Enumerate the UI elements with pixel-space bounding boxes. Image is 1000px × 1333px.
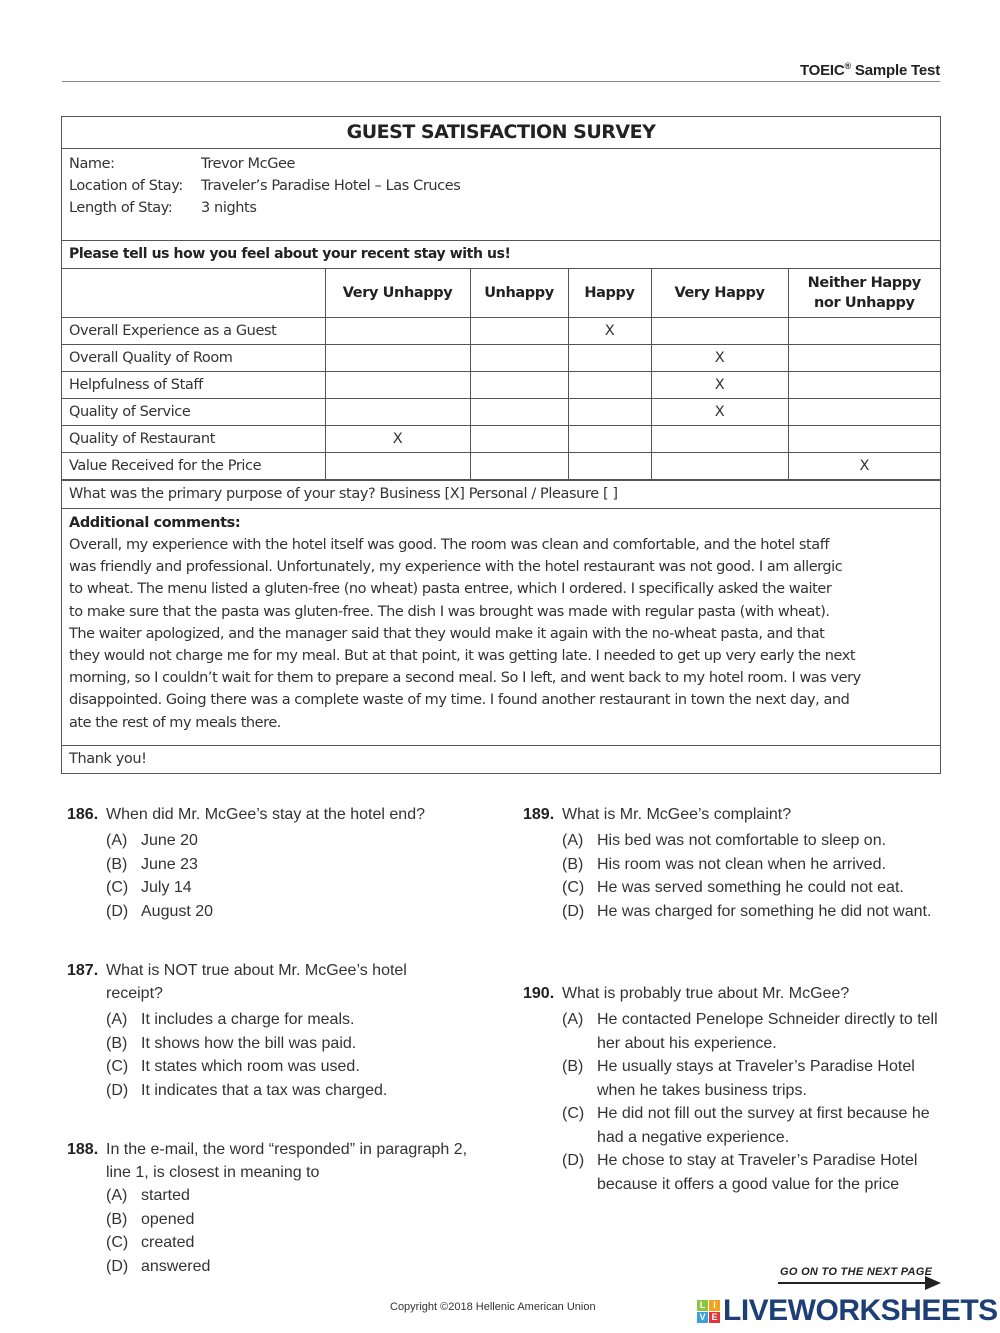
answer-options [106, 1008, 447, 1102]
option-letter: (C) [562, 1105, 585, 1122]
answer-option-a[interactable] [106, 1008, 447, 1032]
option-text: He chose to stay at Traveler’s Paradise Hotel because it offers a good value for the price [597, 1152, 918, 1193]
option-letter: (A) [106, 1011, 128, 1028]
option-text: June 20 [141, 832, 198, 849]
comment-line: The waiter apologized, and the manager said that they would make it again with the no-wheat pasta, and that [69, 625, 825, 642]
header-title-suffix: Sample Test [850, 62, 940, 79]
column-header-line: nor Unhappy [814, 295, 915, 311]
header-title-text: TOEIC [799, 62, 845, 79]
row-label: Helpfulness of Staff [62, 372, 325, 399]
rating-cell: X [788, 453, 940, 480]
answer-option-c[interactable] [562, 1102, 943, 1149]
option-letter: (B) [562, 855, 584, 873]
rating-cell [568, 399, 651, 426]
table-row [62, 453, 940, 480]
rating-cell [651, 318, 788, 345]
rating-cell [325, 372, 470, 399]
answer-option-d[interactable] [562, 900, 943, 924]
rating-cell: X [651, 399, 788, 426]
rating-cell [651, 453, 788, 480]
header-divider [62, 81, 940, 82]
option-text: He was charged for something he did not want. [597, 902, 932, 920]
registered-mark: ® [844, 61, 851, 71]
option-text: He contacted Penelope Schneider directly to tell her about his experience. [597, 1011, 938, 1052]
option-letter: (C) [106, 1058, 129, 1075]
rating-cell [568, 453, 651, 480]
info-label: Name: [69, 156, 115, 172]
option-letter: (B) [106, 1034, 128, 1052]
logo-text: LIVEWORKSHEETS [723, 1294, 998, 1327]
question-190 [523, 982, 943, 1196]
info-row-name [69, 153, 933, 175]
next-page-arrow-icon [778, 1282, 928, 1284]
answer-option-d[interactable] [562, 1149, 943, 1196]
question-stem [67, 959, 447, 1005]
option-text: created [141, 1234, 195, 1251]
column-header-line: Neither Happy [807, 275, 921, 291]
question-text: What is Mr. McGee’s complaint? [562, 806, 792, 823]
info-row-length [69, 197, 933, 219]
option-letter: (D) [106, 1257, 129, 1275]
answer-option-b[interactable] [106, 853, 487, 877]
answer-option-c[interactable] [106, 1231, 487, 1255]
rating-cell [325, 318, 470, 345]
copyright: Copyright ©2018 Hellenic American Union [390, 1301, 596, 1313]
option-letter: (B) [106, 1210, 128, 1228]
ratings-table [62, 269, 940, 480]
option-letter: (A) [562, 1011, 584, 1028]
answer-option-c[interactable] [562, 876, 943, 900]
liveworksheets-logo[interactable] [697, 1296, 998, 1326]
answer-option-a[interactable] [562, 1008, 943, 1055]
option-text: His bed was not comfortable to sleep on. [597, 832, 887, 849]
question-187 [67, 959, 447, 1102]
option-text: His room was not clean when he arrived. [597, 855, 887, 873]
question-186 [67, 803, 487, 923]
question-stem [523, 803, 943, 826]
option-text: He did not fill out the survey at first because he had a negative experience. [597, 1105, 930, 1146]
info-row-location [69, 175, 933, 197]
option-text: June 23 [141, 855, 198, 873]
option-letter: (A) [106, 832, 128, 849]
column-header-happy: Happy [568, 269, 651, 318]
ratings-header-row [62, 269, 940, 318]
option-text: It shows how the bill was paid. [141, 1034, 357, 1052]
answer-option-b[interactable] [562, 853, 943, 877]
option-letter: (A) [106, 1187, 128, 1204]
rating-cell: X [651, 372, 788, 399]
option-text: He was served something he could not eat. [597, 879, 904, 896]
rating-cell: X [568, 318, 651, 345]
rating-cell: X [325, 426, 470, 453]
answer-options [562, 1008, 943, 1196]
info-value: 3 nights [201, 200, 257, 216]
comment-line: disappointed. Going there was a complete waste of my time. I found another restaurant in town the next day, and [69, 692, 850, 709]
row-label: Quality of Restaurant [62, 426, 325, 453]
column-header-neither [788, 269, 940, 318]
question-number: 187. [67, 962, 99, 979]
option-text: August 20 [141, 902, 214, 920]
option-text: started [141, 1187, 190, 1204]
answer-option-a[interactable] [106, 1184, 487, 1208]
option-letter: (C) [106, 1234, 129, 1251]
survey-title: GUEST SATISFACTION SURVEY [62, 117, 940, 149]
guest-info [62, 149, 940, 241]
question-stem [67, 1138, 487, 1184]
question-189 [523, 803, 943, 923]
next-page-label: GO ON TO THE NEXT PAGE [780, 1266, 933, 1278]
answer-options [562, 829, 943, 923]
answer-options [106, 1184, 487, 1278]
answer-option-d[interactable] [106, 1079, 447, 1103]
rating-cell [325, 345, 470, 372]
table-row [62, 426, 940, 453]
answer-option-a[interactable] [562, 829, 943, 853]
rating-cell [325, 399, 470, 426]
comment-line: was friendly and professional. Unfortunately, my experience with the hotel restaurant was not good. I am allergic [69, 559, 843, 576]
live-badge-icon [697, 1300, 720, 1323]
option-text: It indicates that a tax was charged. [141, 1081, 388, 1099]
table-row [62, 345, 940, 372]
answer-option-c[interactable] [106, 1055, 447, 1079]
answer-option-d[interactable] [106, 1255, 487, 1279]
row-label: Value Received for the Price [62, 453, 325, 480]
question-number: 189. [523, 806, 555, 823]
option-text: July 14 [141, 879, 192, 896]
rating-cell [788, 318, 940, 345]
table-row [62, 399, 940, 426]
question-stem [67, 803, 487, 826]
rating-cell: X [651, 345, 788, 372]
comment-line: to make sure that the pasta was gluten-free. The dish I was brought was made with regular pasta (with wheat). [69, 603, 830, 620]
column-header-very-happy: Very Happy [651, 269, 788, 318]
column-header-unhappy: Unhappy [470, 269, 568, 318]
rating-cell [325, 453, 470, 480]
option-text: answered [141, 1257, 211, 1275]
rating-cell [788, 372, 940, 399]
row-label: Overall Quality of Room [62, 345, 325, 372]
question-text: In the e-mail, the word “responded” in paragraph 2, line 1, is closest in meaning to [106, 1141, 468, 1181]
rating-cell [788, 426, 940, 453]
answer-option-d[interactable] [106, 900, 487, 924]
option-letter: (B) [106, 855, 128, 873]
option-letter: (A) [562, 832, 584, 849]
arrow-head-icon [925, 1276, 941, 1290]
additional-comments [62, 509, 940, 746]
answer-option-a[interactable] [106, 829, 487, 853]
info-label: Length of Stay: [69, 200, 173, 216]
rating-cell [470, 453, 568, 480]
comment-line: to wheat. The menu listed a gluten-free (no wheat) pasta entree, which I ordered. I specifically asked the waiter [69, 581, 832, 598]
rating-cell [470, 318, 568, 345]
rating-cell [470, 399, 568, 426]
rating-cell [470, 345, 568, 372]
thank-you: Thank you! [69, 751, 147, 767]
answer-option-b[interactable] [106, 1032, 447, 1056]
badge-letter: E [709, 1312, 720, 1323]
rating-cell [788, 345, 940, 372]
option-letter: (C) [106, 879, 129, 896]
table-row [62, 318, 940, 345]
badge-letter: L [697, 1300, 708, 1311]
question-188 [67, 1138, 487, 1278]
answer-option-c[interactable] [106, 876, 487, 900]
guest-satisfaction-survey [61, 116, 941, 774]
option-letter: (D) [106, 902, 129, 920]
question-text: What is NOT true about Mr. McGee’s hotel receipt? [106, 962, 407, 1002]
header-title [800, 61, 940, 79]
option-text: It includes a charge for meals. [141, 1011, 355, 1028]
column-header-very-unhappy: Very Unhappy [325, 269, 470, 318]
rating-cell [651, 426, 788, 453]
row-label: Overall Experience as a Guest [62, 318, 325, 345]
column-header-blank [62, 269, 325, 318]
comment-line: ate the rest of my meals there. [69, 714, 281, 731]
table-row [62, 372, 940, 399]
option-letter: (D) [562, 902, 585, 920]
badge-letter: V [697, 1312, 708, 1323]
rating-cell [470, 426, 568, 453]
option-letter: (B) [562, 1058, 584, 1075]
question-number: 190. [523, 985, 555, 1002]
question-text: When did Mr. McGee’s stay at the hotel end? [106, 806, 425, 823]
info-value: Traveler’s Paradise Hotel – Las Cruces [201, 178, 461, 194]
question-number: 188. [67, 1141, 99, 1158]
rating-cell [470, 372, 568, 399]
option-text: He usually stays at Traveler’s Paradise Hotel when he takes business trips. [597, 1058, 915, 1099]
comments-label: Additional comments: [69, 515, 241, 531]
answer-option-b[interactable] [106, 1208, 487, 1232]
answer-options [106, 829, 487, 923]
comment-line: Overall, my experience with the hotel itself was good. The room was clean and comfortable, and the hotel staff [69, 537, 830, 553]
answer-option-b[interactable] [562, 1055, 943, 1102]
info-value: Trevor McGee [201, 156, 296, 172]
badge-letter: I [709, 1300, 720, 1311]
option-text: opened [141, 1210, 195, 1228]
option-letter: (D) [106, 1081, 129, 1099]
option-letter: (C) [562, 879, 585, 896]
rating-cell [568, 426, 651, 453]
row-label: Quality of Service [62, 399, 325, 426]
question-number: 186. [67, 806, 99, 823]
comment-line: morning, so I couldn’t wait for them to prepare a second meal. So I left, and went back to my hotel room. I was very [69, 670, 861, 687]
rating-cell [568, 372, 651, 399]
option-letter: (D) [562, 1152, 585, 1169]
rating-cell [788, 399, 940, 426]
question-text: What is probably true about Mr. McGee? [562, 985, 850, 1002]
rating-cell [568, 345, 651, 372]
comment-line: they would not charge me for my meal. But at that point, it was getting late. I needed to get up very early the next [69, 648, 856, 665]
survey-prompt: Please tell us how you feel about your recent stay with us! [62, 241, 940, 269]
info-label: Location of Stay: [69, 178, 183, 194]
option-text: It states which room was used. [141, 1058, 360, 1075]
stay-purpose: What was the primary purpose of your stay? Business [X] Personal / Pleasure [ ] [62, 480, 940, 509]
question-stem [523, 982, 943, 1005]
